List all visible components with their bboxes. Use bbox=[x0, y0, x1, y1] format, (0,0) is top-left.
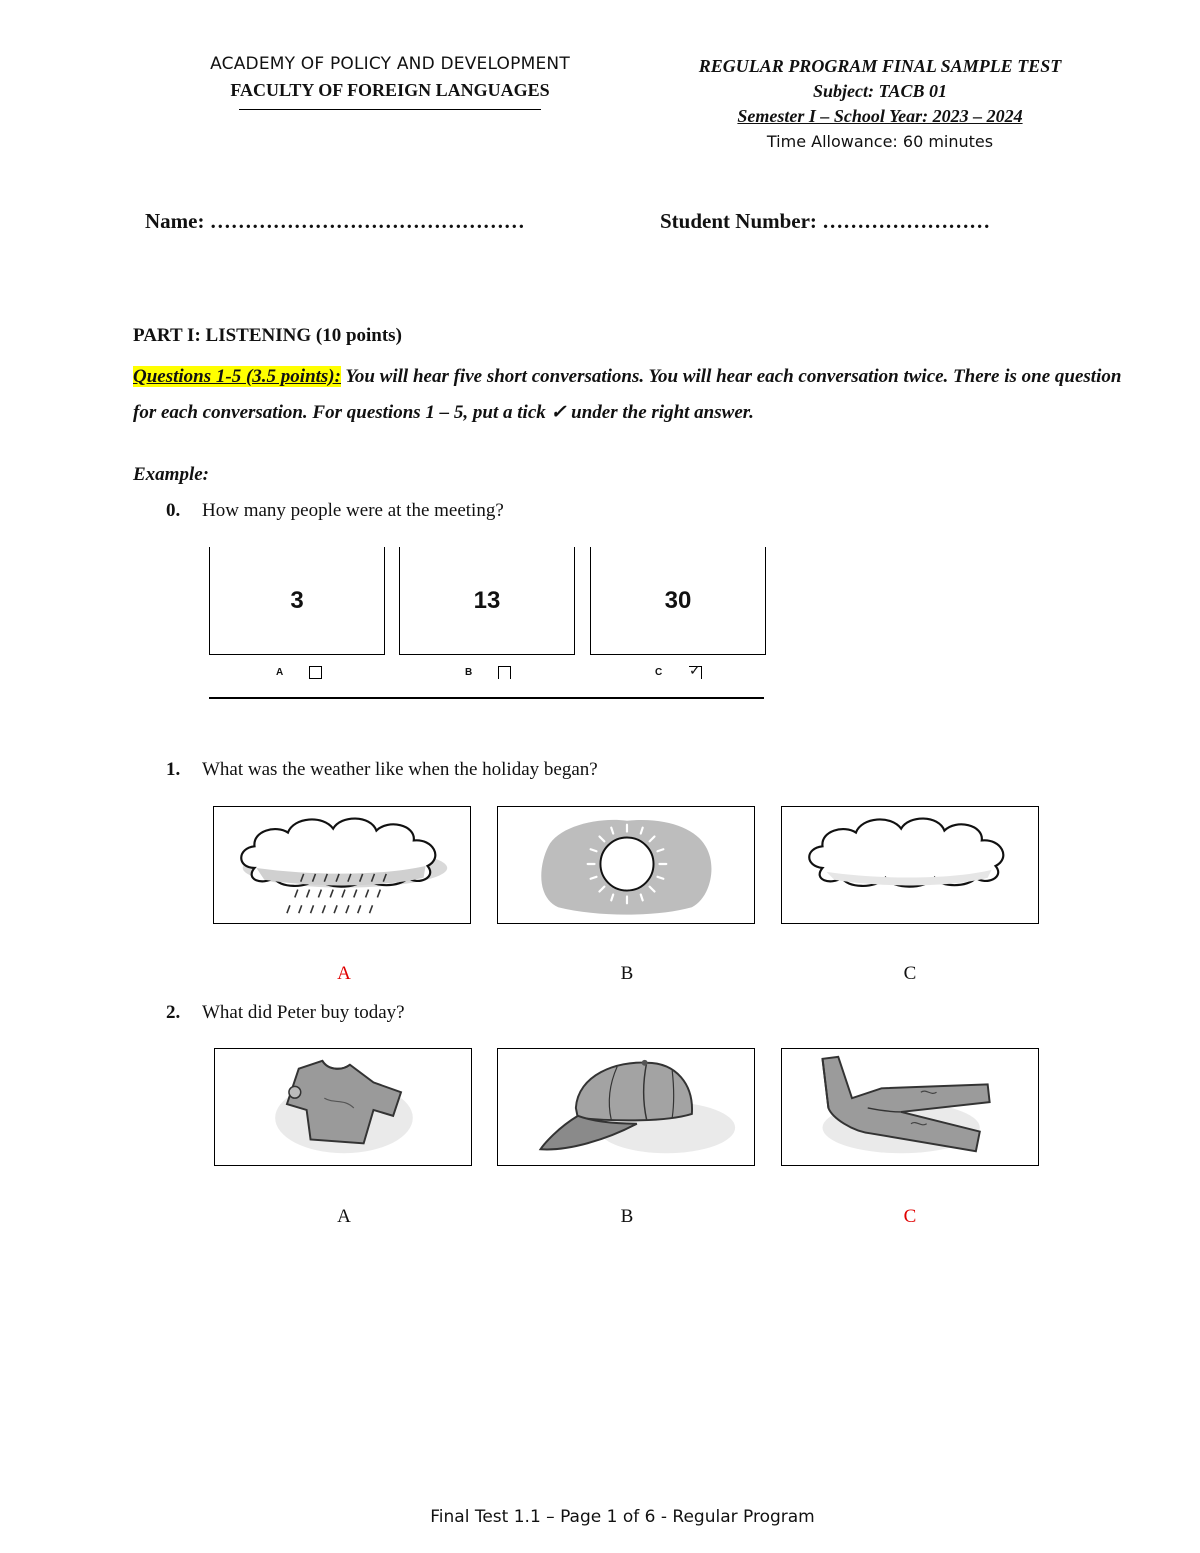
header-left bbox=[160, 54, 620, 110]
student-number-field: Student Number: …………………… bbox=[660, 209, 991, 233]
example-option-a-letter: A bbox=[276, 667, 284, 678]
cloud-icon bbox=[782, 807, 1038, 923]
tick-icon: ✓ bbox=[550, 402, 567, 423]
q2-option-a-label[interactable]: A bbox=[337, 1206, 351, 1227]
option-value: 3 bbox=[290, 586, 304, 614]
question-text: What did Peter buy today? bbox=[202, 1002, 405, 1023]
question-1 bbox=[166, 759, 598, 781]
q1-option-a-label[interactable]: A bbox=[337, 963, 351, 984]
question-number: 2. bbox=[166, 1002, 181, 1023]
q2-option-a-picture[interactable] bbox=[214, 1048, 472, 1166]
q2-option-b-label[interactable]: B bbox=[620, 1206, 634, 1227]
page-footer: Final Test 1.1 – Page 1 of 6 - Regular Program bbox=[430, 1507, 815, 1527]
example-question bbox=[166, 500, 504, 522]
rain-cloud-icon bbox=[214, 807, 470, 923]
example-option-b-box bbox=[399, 547, 575, 655]
institution-name: ACADEMY OF POLICY AND DEVELOPMENT bbox=[210, 54, 570, 74]
header-right bbox=[655, 54, 1105, 154]
q1-option-b-picture[interactable] bbox=[497, 806, 755, 924]
name-field: Name: ……………………………………… bbox=[145, 209, 525, 233]
q2-option-c-label[interactable]: C bbox=[903, 1206, 917, 1227]
header-divider bbox=[239, 109, 541, 110]
question-number: 0. bbox=[166, 500, 181, 521]
q1-option-a-picture[interactable] bbox=[213, 806, 471, 924]
example-label: Example: bbox=[133, 464, 209, 485]
sun-icon bbox=[498, 807, 754, 923]
t-shirt-icon bbox=[215, 1049, 471, 1165]
instruction-text-a: You will hear five short conversations. You will hear each conversation twice. There is one question for each conversation. For questions 1 – 5, put a tick bbox=[133, 366, 1122, 423]
option-value: 13 bbox=[473, 586, 501, 614]
instruction-text-b: under the right answer. bbox=[566, 402, 754, 423]
faculty-name: FACULTY OF FOREIGN LANGUAGES bbox=[230, 80, 550, 100]
questions-range-highlight: Questions 1-5 (3.5 points): bbox=[133, 366, 341, 387]
trousers-icon bbox=[782, 1049, 1038, 1165]
q1-option-c-picture[interactable] bbox=[781, 806, 1039, 924]
test-title: REGULAR PROGRAM FINAL SAMPLE TEST bbox=[698, 56, 1062, 76]
part-title: PART I: LISTENING (10 points) bbox=[133, 325, 402, 346]
time-allowance: Time Allowance: 60 minutes bbox=[766, 132, 994, 151]
q2-option-c-picture[interactable] bbox=[781, 1048, 1039, 1166]
question-number: 1. bbox=[166, 759, 181, 780]
question-text: What was the weather like when the holiday began? bbox=[202, 759, 598, 780]
cap-icon bbox=[498, 1049, 754, 1165]
example-option-a-box bbox=[209, 547, 385, 655]
example-option-c-box bbox=[590, 547, 766, 655]
example-divider bbox=[209, 697, 764, 699]
instructions bbox=[133, 359, 1123, 431]
semester: Semester I – School Year: 2023 – 2024 bbox=[737, 106, 1023, 126]
checkmark-icon: ✓ bbox=[689, 664, 701, 679]
example-option-a-checkbox[interactable] bbox=[309, 666, 322, 679]
example-option-c-letter: C bbox=[655, 667, 663, 678]
example-option-b-letter: B bbox=[465, 667, 473, 678]
question-text: How many people were at the meeting? bbox=[202, 500, 504, 521]
option-value: 30 bbox=[664, 586, 692, 614]
question-2 bbox=[166, 1002, 405, 1024]
q1-option-c-label[interactable]: C bbox=[903, 963, 917, 984]
q2-option-b-picture[interactable] bbox=[497, 1048, 755, 1166]
q1-option-b-label[interactable]: B bbox=[620, 963, 634, 984]
example-option-b-checkbox[interactable] bbox=[498, 666, 511, 679]
subject: Subject: TACB 01 bbox=[812, 81, 947, 101]
